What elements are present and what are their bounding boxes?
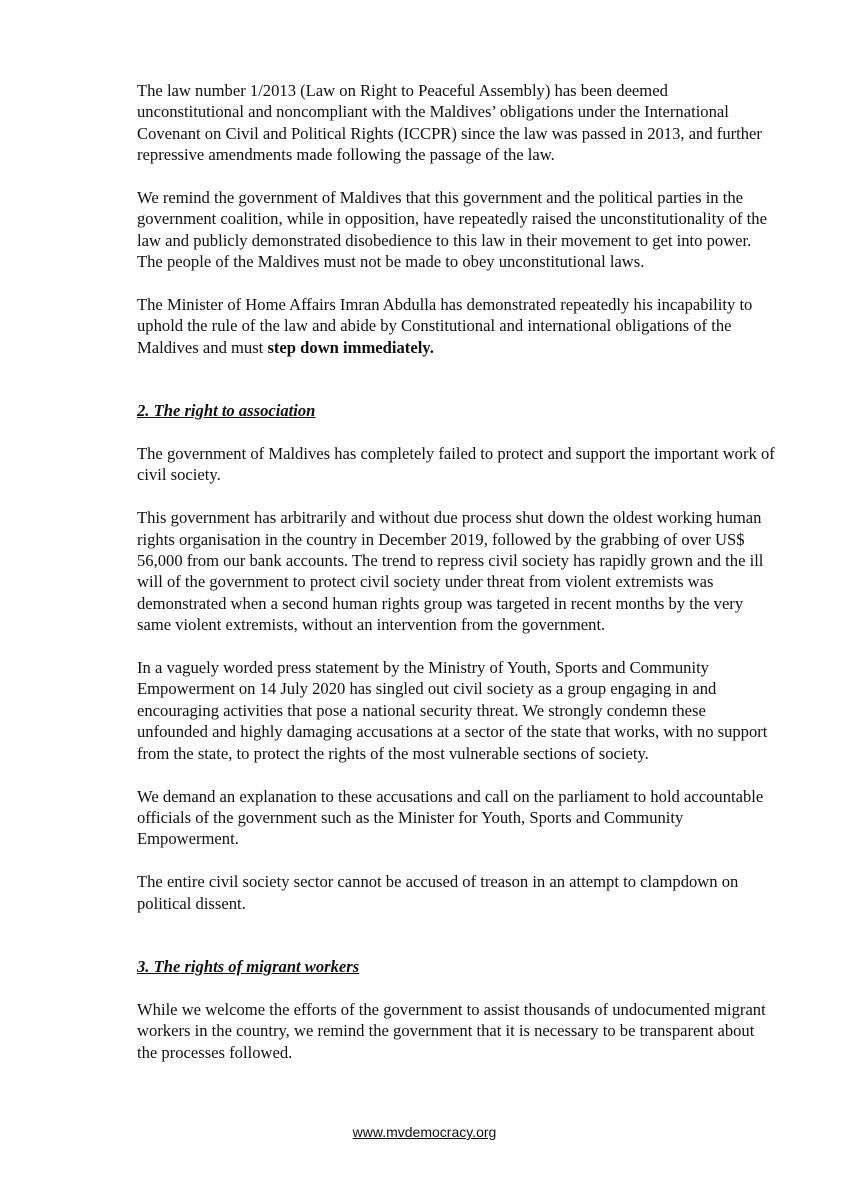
paragraph-migrant-workers: While we welcome the efforts of the government to assist thousands of undocumented migrant workers in the country, we remind the government that it is necessary to be transparent about the processes followed. (137, 999, 766, 1062)
minister-text: The Minister of Home Affairs Imran Abdulla has demonstrated repeatedly his incapability to uphold the rule of the law and abide by Constitutional and international obligations of the Maldives and must (137, 295, 753, 357)
paragraph-press-statement: In a vaguely worded press statement by the Ministry of Youth, Sports and Community Empowerment on 14 July 2020 has singled out civil society as a group engaging in and encouraging activities that pose a national security threat. We strongly condemn these unfounded and highly damaging accusations at a sector of the state that works, with no support from the state, to protect the rights of the most vulnerable sections of society. (137, 658, 768, 763)
paragraph-civil-society-failure: The government of Maldives has completely failed to protect and support the important work of civil society. (137, 444, 775, 485)
paragraph-assembly-law: The law number 1/2013 (Law on Right to Peaceful Assembly) has been deemed unconstitutional and noncompliant with the Maldives’ obligations under the International Covenant on Civil and Political Rights (ICCPR) since the law was passed in 2013, and further repressive amendments made following the passage of the law. (137, 81, 762, 165)
document-body (137, 80, 777, 1084)
section-heading-migrant-workers: 3. The rights of migrant workers (137, 956, 360, 976)
paragraph-demand-explanation: We demand an explanation to these accusations and call on the parliament to hold accountable officials of the government such as the Minister for Youth, Sports and Community Empowerment. (137, 786, 764, 849)
section-heading-association: 2. The right to association (137, 401, 316, 421)
paragraph-treason: The entire civil society sector cannot be accused of treason in an attempt to clampdown on political dissent. (137, 872, 739, 913)
paragraph-shutdown: This government has arbitrarily and without due process shut down the oldest working human rights organisation in the country in December 2019, followed by the grabbing of over US$ 56,000 from our bank accounts. The trend to repress civil society has rapidly grown and the ill will of the government to protect civil society under threat from violent extremists was demonstrated when a second human rights group was targeted in recent months by the very same violent extremists, without an intervention from the government. (137, 508, 764, 635)
minister-demand: step down immediately. (267, 337, 434, 357)
paragraph-government-reminder: We remind the government of Maldives that this government and the political parties in the government coalition, while in opposition, have repeatedly raised the unconstitutionality of the law and publicly demonstrated disobedience to this law in their movement to get into power. The people of the Maldives must not be made to obey unconstitutional laws. (137, 188, 767, 272)
paragraph-minister (137, 294, 777, 358)
footer-website-link[interactable]: www.mvdemocracy.org (352, 1124, 497, 1140)
